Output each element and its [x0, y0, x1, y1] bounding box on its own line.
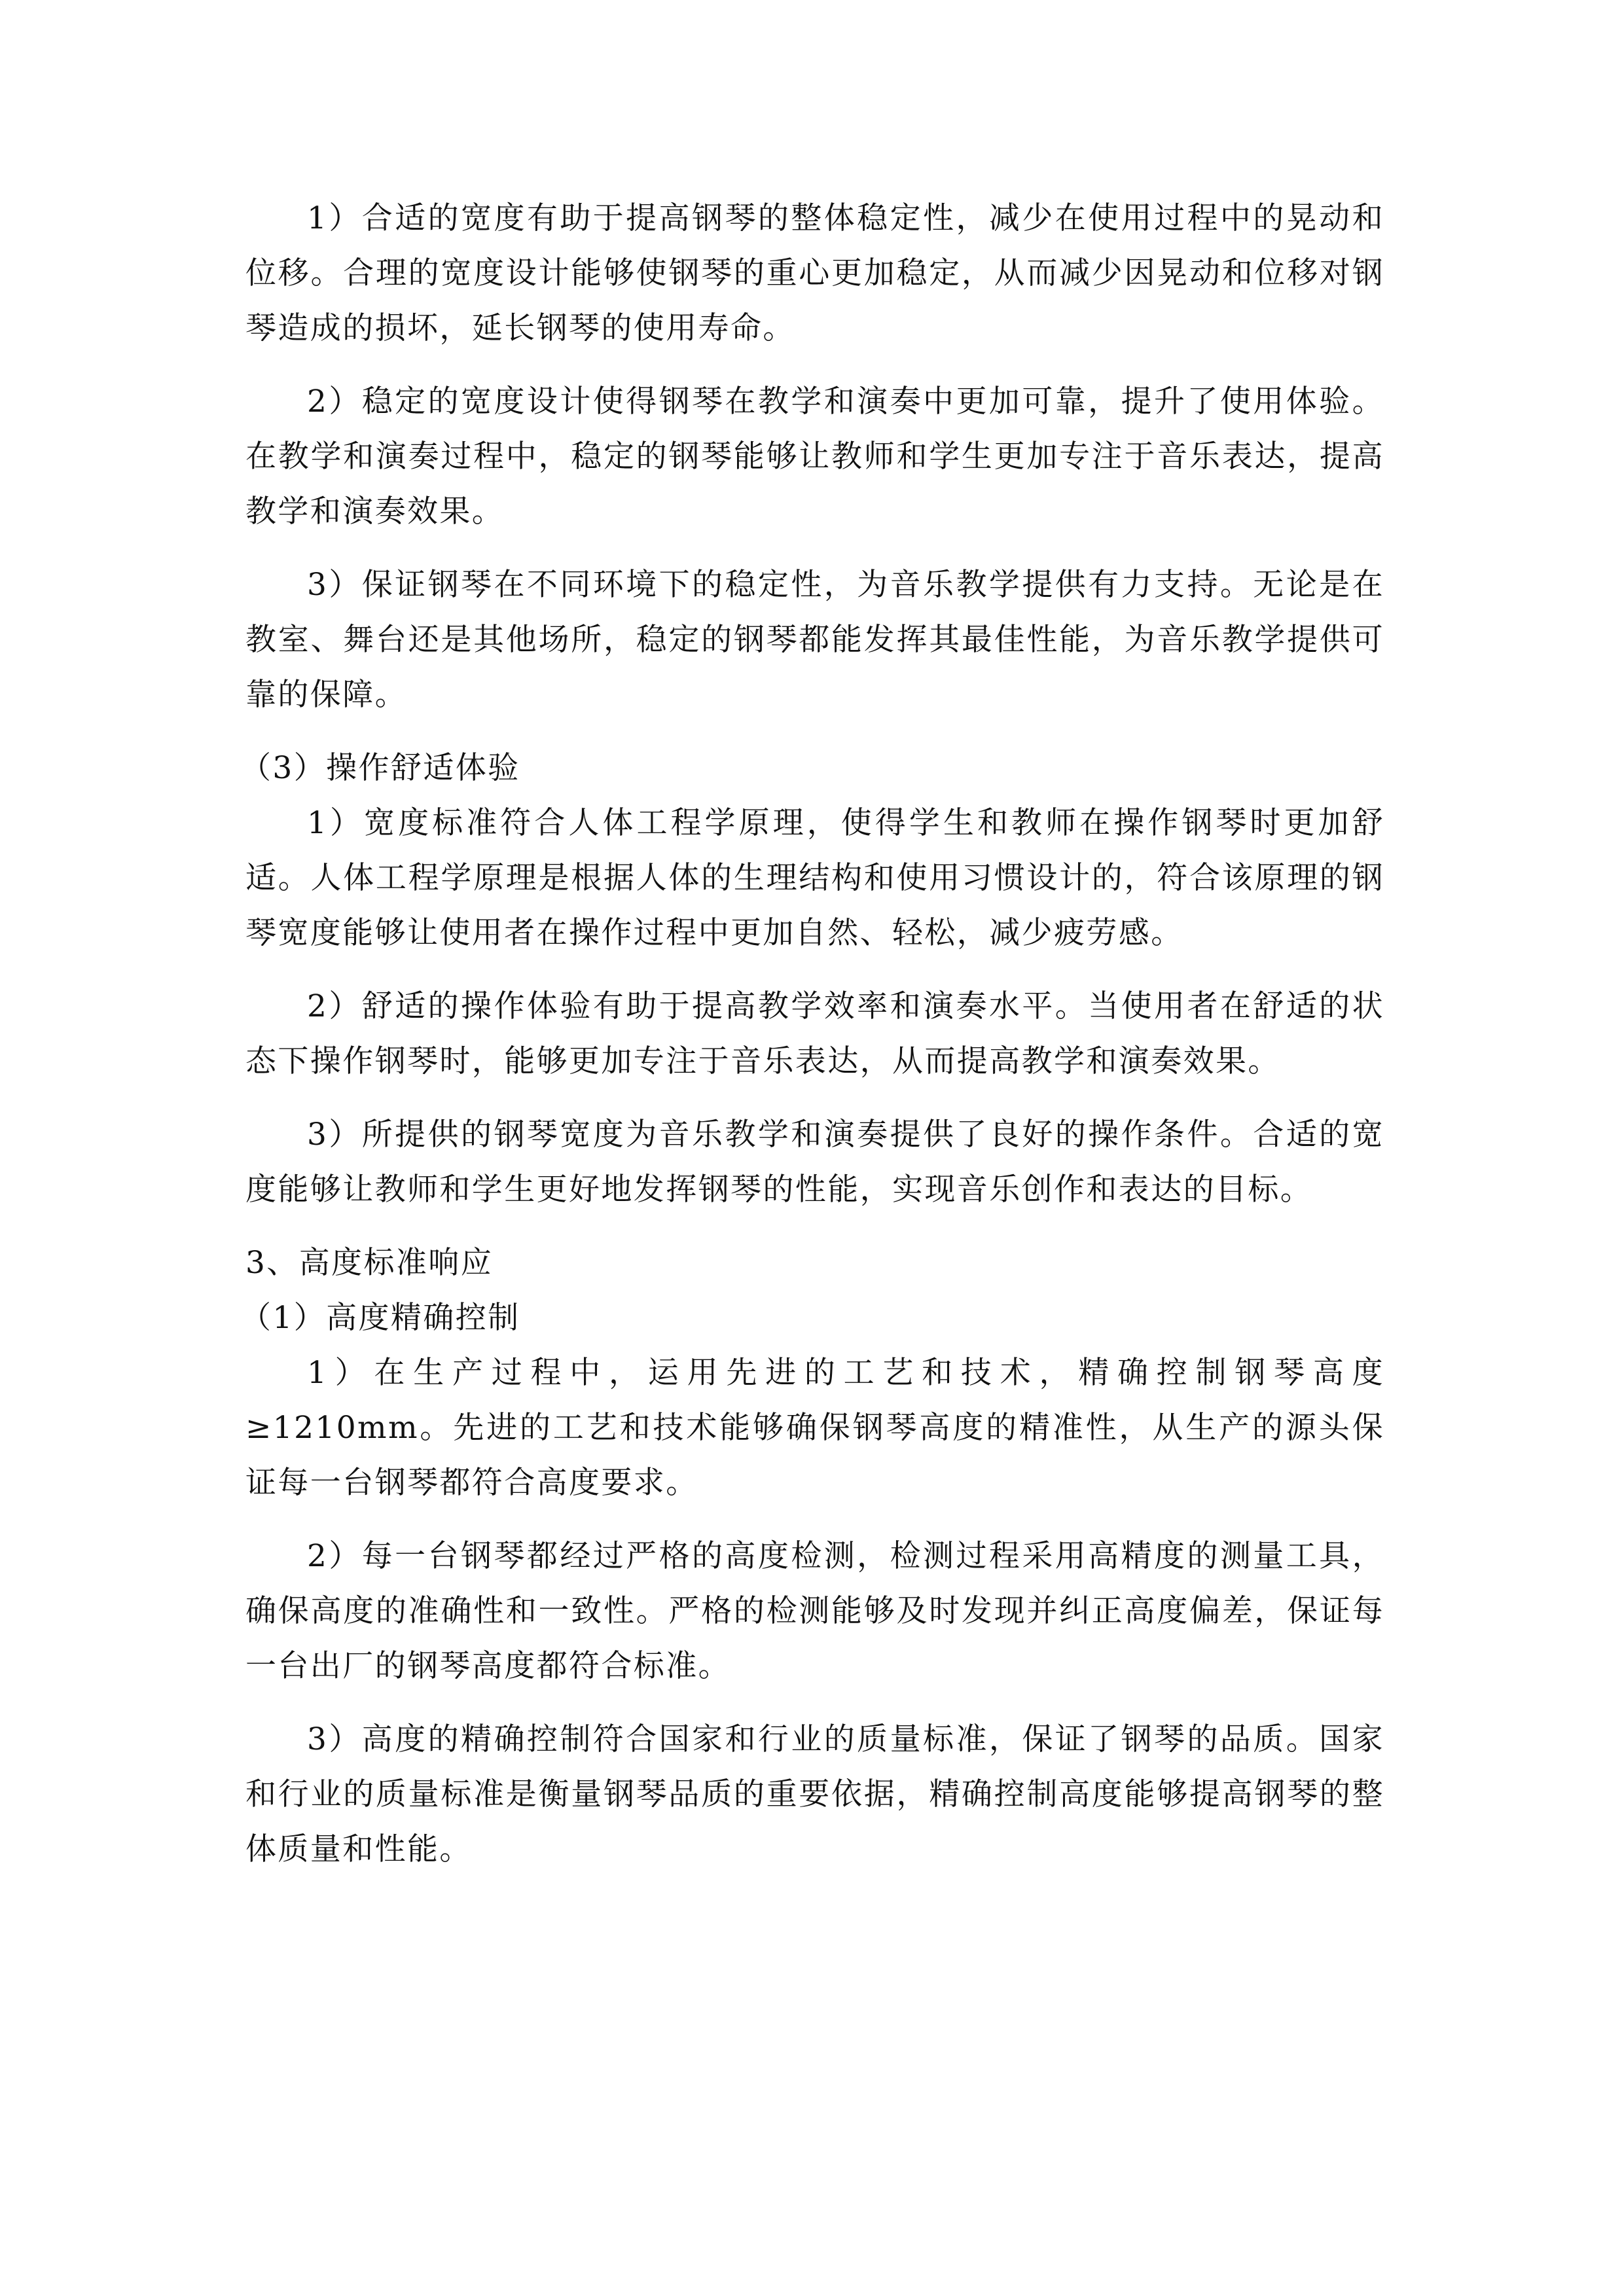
paragraph: 3）保证钢琴在不同环境下的稳定性，为音乐教学提供有力支持。无论是在教室、舞台还是其他场所，稳定的钢琴都能发挥其最佳性能，为音乐教学提供可靠的保障。 [245, 567, 1384, 713]
document-body [240, 191, 1384, 1895]
paragraph: 3）所提供的钢琴宽度为音乐教学和演奏提供了良好的操作条件。合适的宽度能够让教师和学生更好地发挥钢琴的性能，实现音乐创作和表达的目标。 [245, 1117, 1384, 1208]
paragraph: 3）高度的精确控制符合国家和行业的质量标准，保证了钢琴的品质。国家和行业的质量标准是衡量钢琴品质的重要依据，精确控制高度能够提高钢琴的整体质量和性能。 [245, 1721, 1384, 1867]
paragraph: 2）稳定的宽度设计使得钢琴在教学和演奏中更加可靠，提升了使用体验。在教学和演奏过程中，稳定的钢琴能够让教师和学生更加专注于音乐表达，提高教学和演奏效果。 [245, 384, 1384, 529]
subsection-heading: （3）操作舒适体验 [240, 750, 520, 786]
paragraph: 2）每一台钢琴都经过严格的高度检测，检测过程采用高精度的测量工具，确保高度的准确性和一致性。严格的检测能够及时发现并纠正高度偏差，保证每一台出厂的钢琴高度都符合标准。 [245, 1538, 1384, 1684]
subsection-heading: （1）高度精确控制 [240, 1300, 520, 1336]
paragraph: 1）在生产过程中，运用先进的工艺和技术，精确控制钢琴高度≥1210mm。先进的工艺和技术能够确保钢琴高度的精准性，从生产的源头保证每一台钢琴都符合高度要求。 [245, 1355, 1384, 1501]
paragraph: 2）舒适的操作体验有助于提高教学效率和演奏水平。当使用者在舒适的状态下操作钢琴时，能够更加专注于音乐表达，从而提高教学和演奏效果。 [245, 988, 1384, 1079]
section-heading: 3、高度标准响应 [245, 1245, 494, 1281]
paragraph: 1）合适的宽度有助于提高钢琴的整体稳定性，减少在使用过程中的晃动和位移。合理的宽度设计能够使钢琴的重心更加稳定，从而减少因晃动和位移对钢琴造成的损坏，延长钢琴的使用寿命。 [245, 200, 1384, 346]
paragraph: 1）宽度标准符合人体工程学原理，使得学生和教师在操作钢琴时更加舒适。人体工程学原理是根据人体的生理结构和使用习惯设计的，符合该原理的钢琴宽度能够让使用者在操作过程中更加自然、轻松，减少疲劳感。 [245, 805, 1384, 951]
